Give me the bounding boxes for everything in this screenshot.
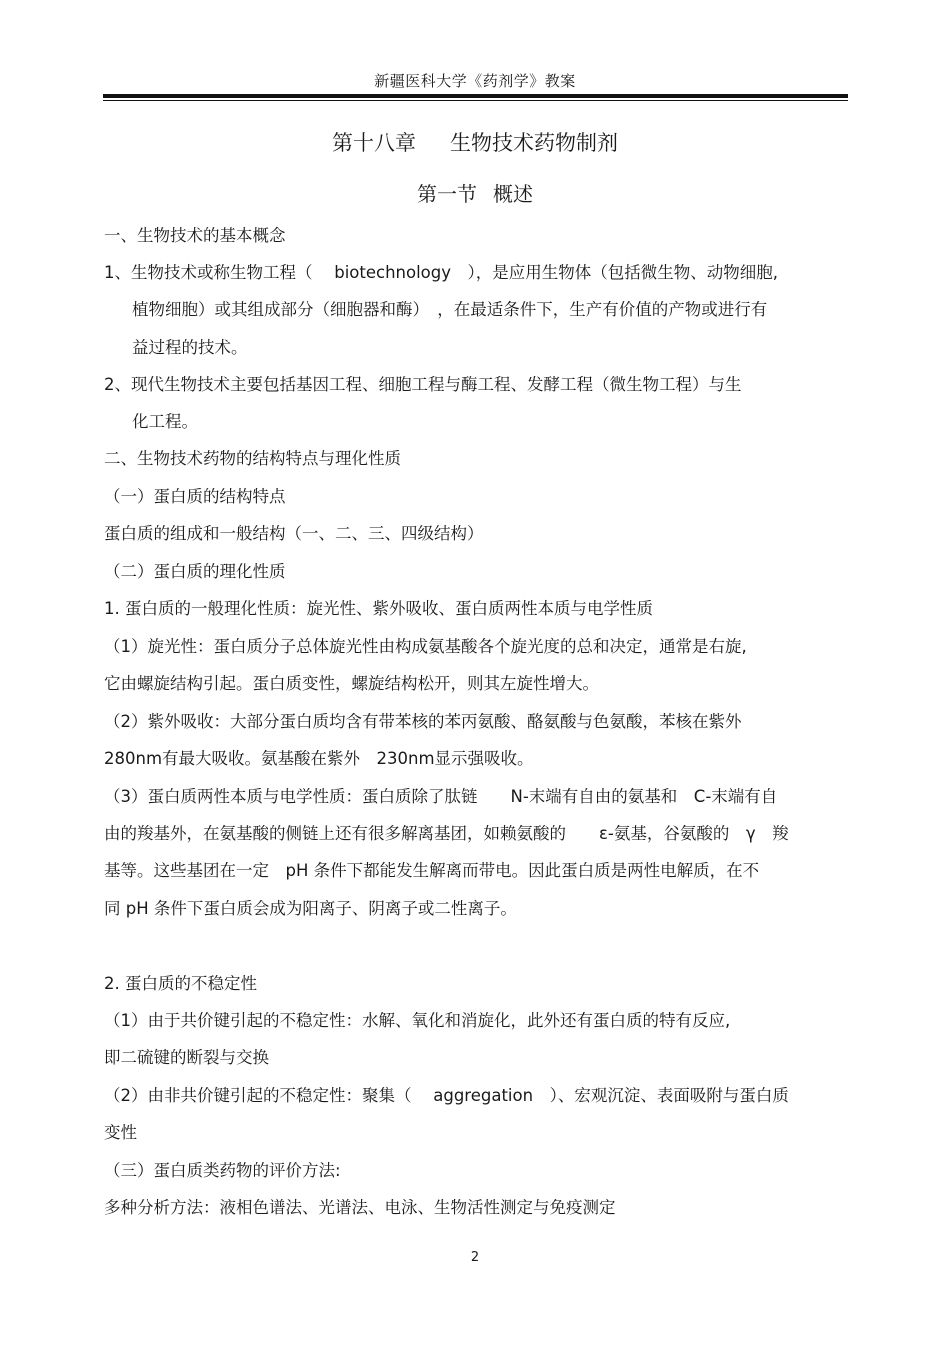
- subheading-physchem: （二）蛋白质的理化性质: [104, 562, 286, 581]
- paragraph-line: 植物细胞）或其组成部分（细胞器和酶） ，在最适条件下，生产有价值的产物或进行有: [132, 300, 768, 319]
- subheading-evaluation: （三）蛋白质类药物的评价方法:: [104, 1161, 341, 1180]
- paragraph-line: （2）由非共价键引起的不稳定性：聚集（ aggregation ）、宏观沉淀、表面吸附与蛋白质: [104, 1086, 789, 1105]
- paragraph-line: 多种分析方法：液相色谱法、光谱法、电泳、生物活性测定与免疫测定: [104, 1198, 616, 1217]
- chapter-number: 第十八章: [332, 131, 416, 155]
- header-rule-thick: [103, 94, 848, 98]
- paragraph-line: 1. 蛋白质的一般理化性质：旋光性、紫外吸收、蛋白质两性本质与电学性质: [104, 599, 653, 618]
- paragraph-line: 即二硫键的断裂与交换: [104, 1048, 269, 1067]
- paragraph-line: 280nm有最大吸收。氨基酸在紫外 230nm显示强吸收。: [104, 749, 534, 768]
- chapter-name: 生物技术药物制剂: [450, 131, 618, 155]
- paragraph-line: 益过程的技术。: [132, 338, 248, 357]
- header-rule-thin: [103, 100, 848, 101]
- paragraph-line: （1）旋光性：蛋白质分子总体旋光性由构成氨基酸各个旋光度的总和决定，通常是右旋,: [104, 637, 747, 656]
- paragraph-line: 2、现代生物技术主要包括基因工程、细胞工程与酶工程、发酵工程（微生物工程）与生: [104, 375, 742, 394]
- chapter-title: [0, 127, 950, 157]
- paragraph-line: 同 pH 条件下蛋白质会成为阳离子、阴离子或二性离子。: [104, 899, 517, 918]
- paragraph-line: 基等。这些基团在一定 pH 条件下都能发生解离而带电。因此蛋白质是两性电解质，在不: [104, 861, 760, 880]
- paragraph-line: （2）紫外吸收：大部分蛋白质均含有带苯核的苯丙氨酸、酪氨酸与色氨酸，苯核在紫外: [104, 712, 742, 731]
- section-number: 第一节: [417, 182, 477, 206]
- paragraph-line: 蛋白质的组成和一般结构（一、二、三、四级结构）: [104, 524, 484, 543]
- section-name: 概述: [493, 182, 533, 206]
- paragraph-line: （3）蛋白质两性本质与电学性质：蛋白质除了肽链 N-末端有自由的氨基和 C-末端有自: [104, 787, 778, 806]
- section-title: [0, 178, 950, 207]
- document-header: 新疆医科大学《药剂学》教案: [374, 72, 576, 90]
- paragraph-line: 化工程。: [132, 412, 198, 431]
- heading-biotech-concepts: 一、生物技术的基本概念: [104, 226, 286, 245]
- paragraph-line: 变性: [104, 1123, 137, 1142]
- paragraph-line: 由的羧基外，在氨基酸的侧链上还有很多解离基团，如赖氨酸的 ε-氨基，谷氨酸的 γ 羧: [104, 824, 789, 843]
- subheading-structure: （一）蛋白质的结构特点: [104, 487, 286, 506]
- heading-structure-properties: 二、生物技术药物的结构特点与理化性质: [104, 449, 401, 468]
- paragraph-line: （1）由于共价键引起的不稳定性：水解、氧化和消旋化，此外还有蛋白质的特有反应,: [104, 1011, 731, 1030]
- paragraph-line: 1、生物技术或称生物工程（ biotechnology ），是应用生物体（包括微生物、动物细胞,: [104, 263, 779, 282]
- paragraph-line: 它由螺旋结构引起。蛋白质变性，螺旋结构松开，则其左旋性增大。: [104, 674, 599, 693]
- subheading-instability: 2. 蛋白质的不稳定性: [104, 974, 257, 993]
- page-number: 2: [470, 1250, 480, 1265]
